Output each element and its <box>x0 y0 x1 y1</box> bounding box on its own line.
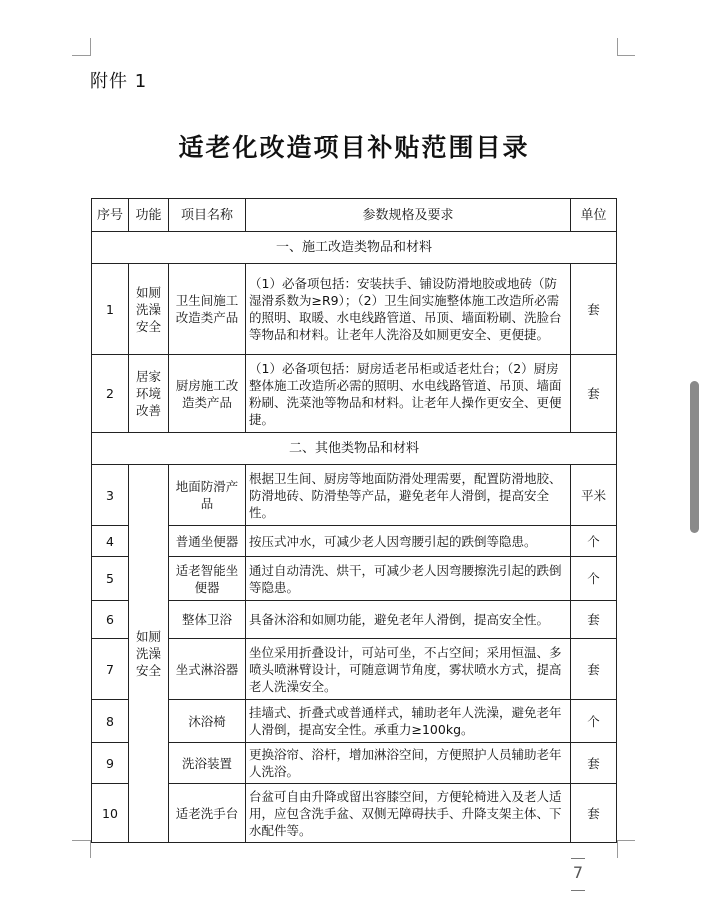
crop-mark-top-left-h <box>72 55 90 56</box>
row-index: 6 <box>92 601 129 639</box>
crop-mark-top-left-v <box>90 38 91 56</box>
section-2-label: 二、其他类物品和材料 <box>92 433 617 465</box>
row-name: 厨房施工改造类产品 <box>169 355 246 433</box>
row-name: 洗浴装置 <box>169 743 246 784</box>
header-spec: 参数规格及要求 <box>246 199 571 232</box>
row-index: 1 <box>92 264 129 355</box>
row-spec: 更换浴帘、浴杆，增加淋浴空间，方便照护人员辅助老年人洗浴。 <box>246 743 571 784</box>
row-spec: 坐位采用折叠设计，可站可坐，不占空间；采用恒温、多喷头喷淋臂设计，可随意调节角度，雾状喷水方式，提高老人洗澡安全。 <box>246 639 571 700</box>
subsidy-catalog-table <box>91 198 617 843</box>
table-row <box>92 465 617 526</box>
row-name: 普通坐便器 <box>169 526 246 557</box>
row-index: 8 <box>92 700 129 743</box>
row-unit: 套 <box>571 355 617 433</box>
row-unit: 套 <box>571 601 617 639</box>
row-unit: 个 <box>571 557 617 601</box>
row-index: 3 <box>92 465 129 526</box>
row-name: 适老智能坐便器 <box>169 557 246 601</box>
table-row <box>92 743 617 784</box>
row-name: 坐式淋浴器 <box>169 639 246 700</box>
table-row <box>92 526 617 557</box>
row-spec: 按压式冲水，可减少老人因弯腰引起的跌倒等隐患。 <box>246 526 571 557</box>
row-spec: 通过自动清洗、烘干，可减少老人因弯腰擦洗引起的跌倒等隐患。 <box>246 557 571 601</box>
row-function: 如厕洗澡安全 <box>129 465 169 843</box>
row-index: 2 <box>92 355 129 433</box>
page-number-line-top <box>571 858 585 859</box>
row-function: 居家环境改善 <box>129 355 169 433</box>
row-index: 4 <box>92 526 129 557</box>
table-row <box>92 355 617 433</box>
section-row <box>92 433 617 465</box>
row-unit: 个 <box>571 526 617 557</box>
row-function: 如厕洗澡安全 <box>129 264 169 355</box>
table-header-row <box>92 199 617 232</box>
crop-mark-bottom-right-h <box>617 840 635 841</box>
page-number-line-bottom <box>571 890 585 891</box>
table-row <box>92 700 617 743</box>
table-row <box>92 784 617 843</box>
row-name: 沐浴椅 <box>169 700 246 743</box>
row-index: 5 <box>92 557 129 601</box>
table-row <box>92 601 617 639</box>
table-row <box>92 557 617 601</box>
row-name: 地面防滑产品 <box>169 465 246 526</box>
row-spec: 具备沐浴和如厕功能，避免老年人滑倒，提高安全性。 <box>246 601 571 639</box>
row-index: 9 <box>92 743 129 784</box>
row-index: 7 <box>92 639 129 700</box>
section-1-label: 一、施工改造类物品和材料 <box>92 232 617 264</box>
section-row <box>92 232 617 264</box>
row-unit: 平米 <box>571 465 617 526</box>
crop-mark-bottom-right-v <box>617 840 618 858</box>
row-unit: 套 <box>571 743 617 784</box>
row-unit: 套 <box>571 639 617 700</box>
row-spec: 挂墙式、折叠式或普通样式，辅助老年人洗澡，避免老年人滑倒，提高安全性。承重力≥100kg。 <box>246 700 571 743</box>
crop-mark-bottom-left-h <box>72 840 90 841</box>
row-spec: 台盆可自由升降或留出容膝空间，方便轮椅进入及老人适用，应包含洗手盆、双侧无障碍扶手、升降支架主体、下水配件等。 <box>246 784 571 843</box>
header-name: 项目名称 <box>169 199 246 232</box>
row-spec: （1）必备项包括：厨房适老吊柜或适老灶台；（2）厨房整体施工改造所必需的照明、水电线路管道、吊顶、墙面粉刷、洗菜池等物品和材料。让老年人操作更安全、更便捷。 <box>246 355 571 433</box>
row-spec: 根据卫生间、厨房等地面防滑处理需要，配置防滑地胶、防滑地砖、防滑垫等产品，避免老年人滑倒，提高安全性。 <box>246 465 571 526</box>
page-number: 7 <box>572 863 584 882</box>
table-row <box>92 264 617 355</box>
header-function: 功能 <box>129 199 169 232</box>
vertical-scrollbar[interactable] <box>690 381 699 533</box>
crop-mark-top-right-h <box>617 55 635 56</box>
crop-mark-top-right-v <box>617 38 618 56</box>
annex-label: 附件 1 <box>90 71 148 92</box>
row-unit: 个 <box>571 700 617 743</box>
row-name: 适老洗手台 <box>169 784 246 843</box>
row-name: 卫生间施工改造类产品 <box>169 264 246 355</box>
row-unit: 套 <box>571 264 617 355</box>
header-unit: 单位 <box>571 199 617 232</box>
row-name: 整体卫浴 <box>169 601 246 639</box>
row-unit: 套 <box>571 784 617 843</box>
row-index: 10 <box>92 784 129 843</box>
header-index: 序号 <box>92 199 129 232</box>
table-row <box>92 639 617 700</box>
document-title: 适老化改造项目补贴范围目录 <box>178 133 530 162</box>
row-spec: （1）必备项包括：安装扶手、铺设防滑地胶或地砖（防湿滑系数为≥R9）；（2）卫生间实施整体施工改造所必需的照明、取暖、水电线路管道、吊顶、墙面粉刷、洗脸台等物品和材料。让老年人洗浴及如厕更安全、更便捷。 <box>246 264 571 355</box>
